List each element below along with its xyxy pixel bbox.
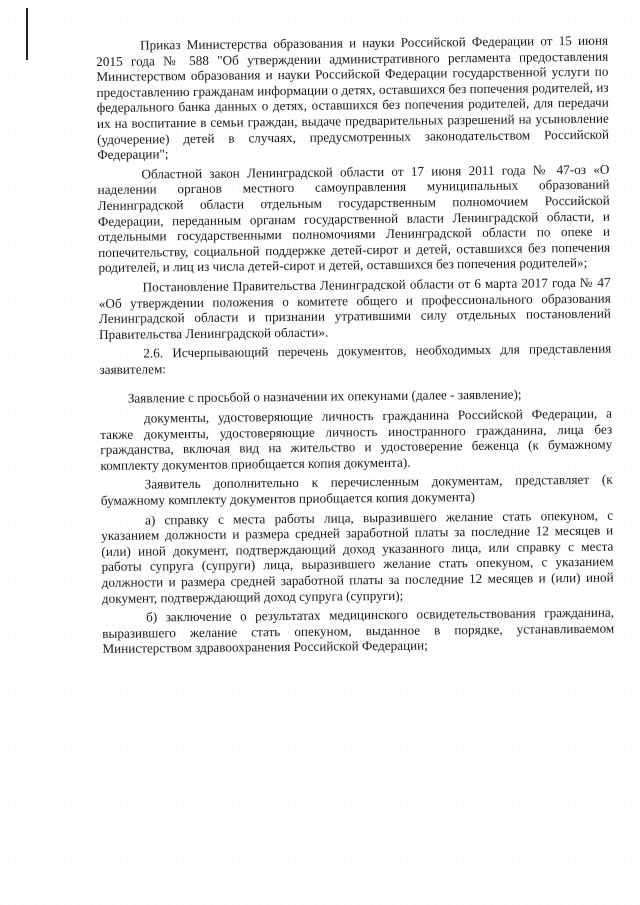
scan-edge-mark xyxy=(26,8,28,60)
paragraph-identity-documents: документы, удостоверяющие личность гражданина Российской Федерации, а также документы, удостоверяющие личность иностранного гражданина, лица без гражданства, включая вид на жительство и удостоверение беженца (к бумажному комплекту документов приобщается копия документа). xyxy=(100,405,613,473)
paragraph-government-resolution-47: Постановление Правительства Ленинградской области от 6 марта 2017 года № 47 «Об утверждении положения о комитете общего и профессионального образования Ленинградской области и признании утратившими силу отдельных постановлений Правительства Ленинградской области». xyxy=(98,274,611,342)
document-body xyxy=(96,33,614,661)
paragraph-regional-law-47-oz: Областной закон Ленинградской области от 17 июня 2011 года № 47-оз «О наделении органов местного самоуправления муниципальных образований Ленинградской области отдельным государственным полномочием Российской Федерации, переданным органам государственной власти Ленинградской области, и отдельными государственными полномочиями Ленинградской области по опеке и попечительству, социальной поддержке детей-сирот и детей, оставшихся без попечения родителей, и лиц из числа детей-сирот и детей, оставшихся без попечения родителей»; xyxy=(97,161,611,276)
list-item-a: а) справку с места работы лица, выразившего желание стать опекуном, с указанием должности и размера средней заработной платы за последние 12 месяцев и (или) иной документ, подтверждающий доход указанного лица, или справку с места работы супруга (супруги) лица, выразившего желание стать опекуном, с указанием должности и размера средней заработной платы за последние 12 месяцев и (или) иной документ, подтверждающий доход супруга (супруги); xyxy=(101,507,614,606)
list-item-b: б) заключение о результатах медицинского освидетельствования гражданина, выразившего желание стать опекуном, выданное в порядке, устанавливаемом Министерством здравоохранения Российской Федерации; xyxy=(102,604,615,657)
paragraph-section-2-6: 2.6. Исчерпывающий перечень документов, необходимых для представления заявителем: xyxy=(99,340,612,377)
paragraph-application: Заявление с просьбой о назначении их опекунами (далее - заявление); xyxy=(127,387,522,407)
paragraph-order-588: Приказ Министерства образования и науки Российской Федерации от 15 июня 2015 года № 588 "Об утверждении административного регламента предоставления Министерством образования и науки Российской Федерации государственной услуги по предоставлению гражданам информации о детях, оставшихся без попечения родителей, из федерального банка данных о детях, оставшихся без попечения родителей, для передачи их на воспитание в семьи граждан, выдаче предварительных разрешений на усыновление (удочерение) детей в случаях, предусмотренных законодательством Российской Федерации"; xyxy=(96,32,610,163)
paragraph-additional-documents: Заявитель дополнительно к перечисленным документам, представляет (к бумажному комплекту документов приобщается копия документа) xyxy=(100,472,613,509)
